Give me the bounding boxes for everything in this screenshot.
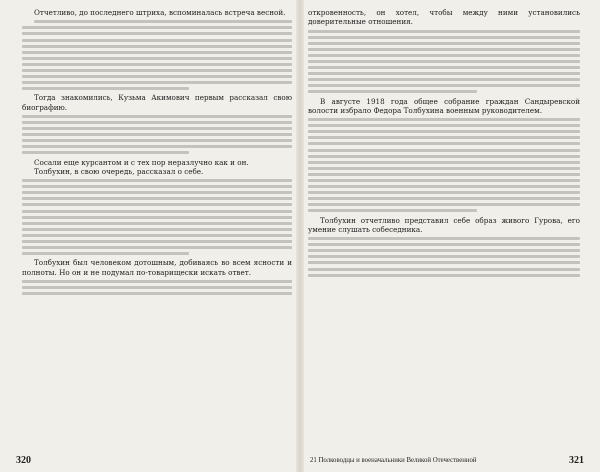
right-unreadable-lines-2 [308, 118, 580, 212]
right-paragraph-3: Толбухин отчетливо представил себе образ живого Гурова, его умение слушать собеседника. [308, 215, 580, 234]
right-paragraph-2: В августе 1918 года общее собрание граждан Сандыревской волости избрало Федора Толбухина военным руководителем. [308, 96, 580, 115]
right-page [300, 0, 600, 472]
right-page-text [308, 8, 580, 277]
right-unreadable-lines-1 [308, 30, 580, 94]
footer-note: 21 Полководцы и военачальники Великой Отечественной [310, 457, 477, 464]
left-page-number: 320 [16, 455, 31, 466]
left-page-text [22, 8, 292, 295]
right-unreadable-lines-3 [308, 237, 580, 277]
left-opening-paragraph: Отчетливо, до последнего штриха, вспоминалась встреча весной. [34, 8, 286, 17]
left-unreadable-lines-3 [22, 179, 292, 255]
left-paragraph-2: Тогда знакомились, Кузьма Акимович первым рассказал свою биографию. [22, 93, 292, 112]
right-opening-paragraph: откровенность, он хотел, чтобы между ними установились доверительные отношения. [308, 8, 580, 27]
left-unreadable-lines-2 [22, 115, 292, 155]
left-unreadable-lines-4 [22, 280, 292, 295]
right-page-number: 321 [569, 455, 584, 466]
left-unreadable-lines-1 [22, 20, 292, 90]
left-paragraph-3: Сосали еще курсантом и с тех пор неразлучно как и он. [34, 157, 249, 167]
left-paragraph-4: Толбухин, в свою очередь, рассказал о себе. [34, 166, 204, 176]
left-paragraph-5: Толбухин был человеком дотошным, добиваясь во всем ясности и полноты. Но он и не подумал по-товарищески искать ответ. [22, 258, 292, 277]
